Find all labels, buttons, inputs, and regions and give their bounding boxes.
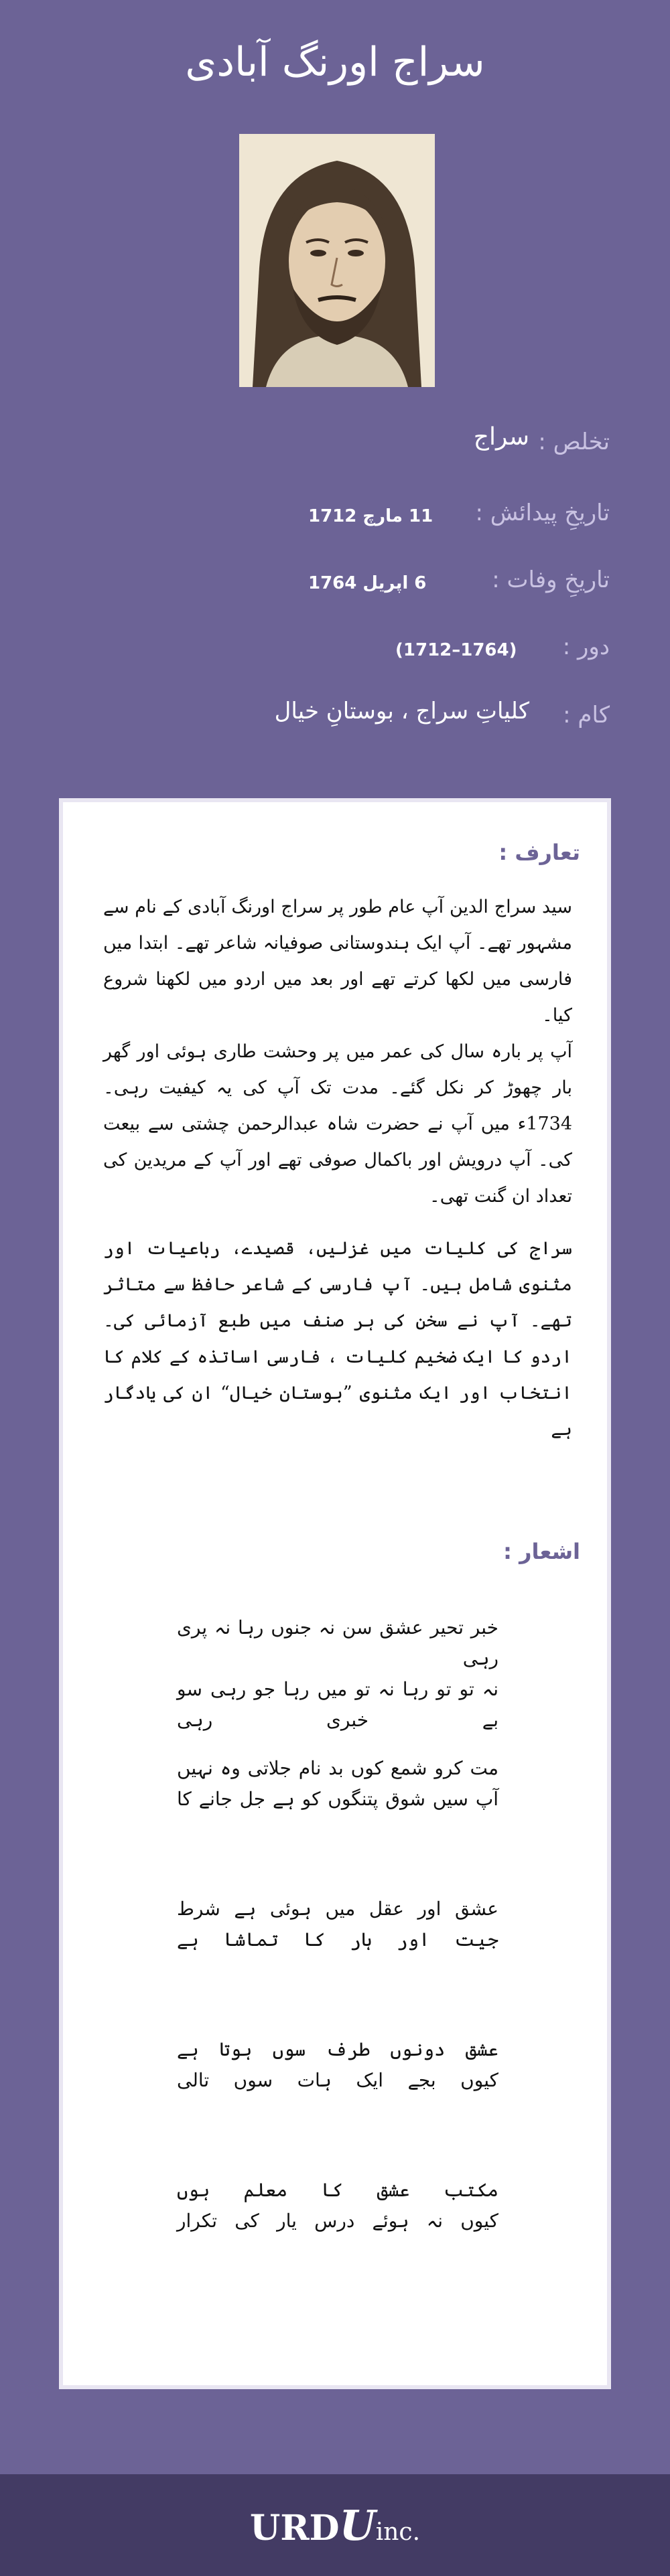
couplet-line: جیت اور ہار کا تماشا ہے xyxy=(177,1928,498,1951)
couplet xyxy=(177,2175,498,2237)
couplet-line: آپ سیں شوق پتنگوں کو ہے جل جانے کا xyxy=(177,1788,498,1810)
page-title: سراج اورنگ آبادی xyxy=(185,39,485,86)
intro-paragraph-2: آپ پر بارہ سال کی عمر میں پر وحشت طاری ہوئی اور گھر بار چھوڑ کر نکل گئے۔ مدت تک آپ کی یہ کیفیت رہی۔ 1734ء میں آپ نے حضرت شاہ عبدالرحمن چشتی سے بیعت کی۔ آپ درویش اور باکمال صوفی تھے اور آپ کے مریدین کی تعداد ان گنت تھی۔ xyxy=(103,1041,572,1207)
couplet xyxy=(177,1753,498,1815)
death-date-label: تاریخِ وفات : xyxy=(492,566,610,593)
pen-name-label: تخلص : xyxy=(538,429,610,455)
intro-heading: تعارف : xyxy=(498,840,580,865)
couplet-line: عشق اور عقل میں ہوئی ہے شرط xyxy=(177,1898,498,1920)
couplet-line: کیوں بجے ایک ہات سوں تالی xyxy=(177,2069,498,2091)
couplet-line: مکتب عشق کا معلم ہوں xyxy=(177,2179,498,2201)
poet-portrait xyxy=(239,134,435,387)
couplet xyxy=(177,1612,498,1736)
era-value: (1712–1764) xyxy=(395,640,517,660)
logo-text-inc: inc. xyxy=(375,2518,421,2546)
site-logo[interactable] xyxy=(0,2501,670,2550)
works-value: کلیاتِ سراج ، بوستانِ خیال xyxy=(274,698,529,725)
couplet-line: نہ تو تو رہا نہ تو میں رہا جو رہی سو بے خبری رہی xyxy=(177,1678,498,1731)
couplet-line: عشق دونوں طرف سوں ہوتا ہے xyxy=(177,2038,498,2060)
birth-date-label: تاریخِ پیدائش : xyxy=(475,500,610,526)
portrait-illustration xyxy=(239,134,435,387)
pen-name-value: سراج xyxy=(473,423,529,451)
couplet xyxy=(177,1894,498,1955)
intro-paragraph-3: سراج کی کلیات میں غزلیں، قصیدے، رباعیات اور مثنوی شامل ہیں۔ آپ فارسی کے شاعر حافظ سے متاثر تھے۔ آپ نے سخن کی ہر صنف میں طبع آزمائی کی۔اردو کا ایک ضخیم کلیات ، فارسی اساتذہ کے کلام کا انتخاب اور ایک مثنوی ”بوستان خیال“ ان کی یادگار ہے xyxy=(103,1238,572,1440)
intro-paragraph-1: سید سراج الدین آپ عام طور پر سراج اورنگ آبادی کے نام سے مشہور تھے۔ آپ ایک ہندوستانی صوفیانہ شاعر تھے۔ ابتدا میں فارسی میں لکھا کرتے تھے اور بعد میں اردو میں لکھنا شروع کیا۔ xyxy=(103,897,572,1026)
couplet-line: کیوں نہ ہوئے درس یار کی تکرار xyxy=(177,2210,498,2232)
footer xyxy=(0,2474,670,2576)
content-card xyxy=(59,798,611,2389)
logo-text-u: U xyxy=(339,2501,376,2550)
birth-date-value: 11 مارچ 1712 xyxy=(308,506,433,526)
era-label: دور : xyxy=(562,633,610,660)
works-label: کام : xyxy=(563,702,610,729)
poetry-heading: اشعار : xyxy=(503,1539,580,1564)
logo-text-main: URD xyxy=(249,2508,340,2549)
couplet-line: مت کرو شمع کوں بد نام جلاتی وہ نہیں xyxy=(177,1757,498,1779)
death-date-value: 6 اپریل 1764 xyxy=(308,573,427,593)
couplet-line: خبر تحیر عشق سن نہ جنوں رہا نہ پری رہی xyxy=(177,1616,498,1669)
couplet xyxy=(177,2034,498,2096)
